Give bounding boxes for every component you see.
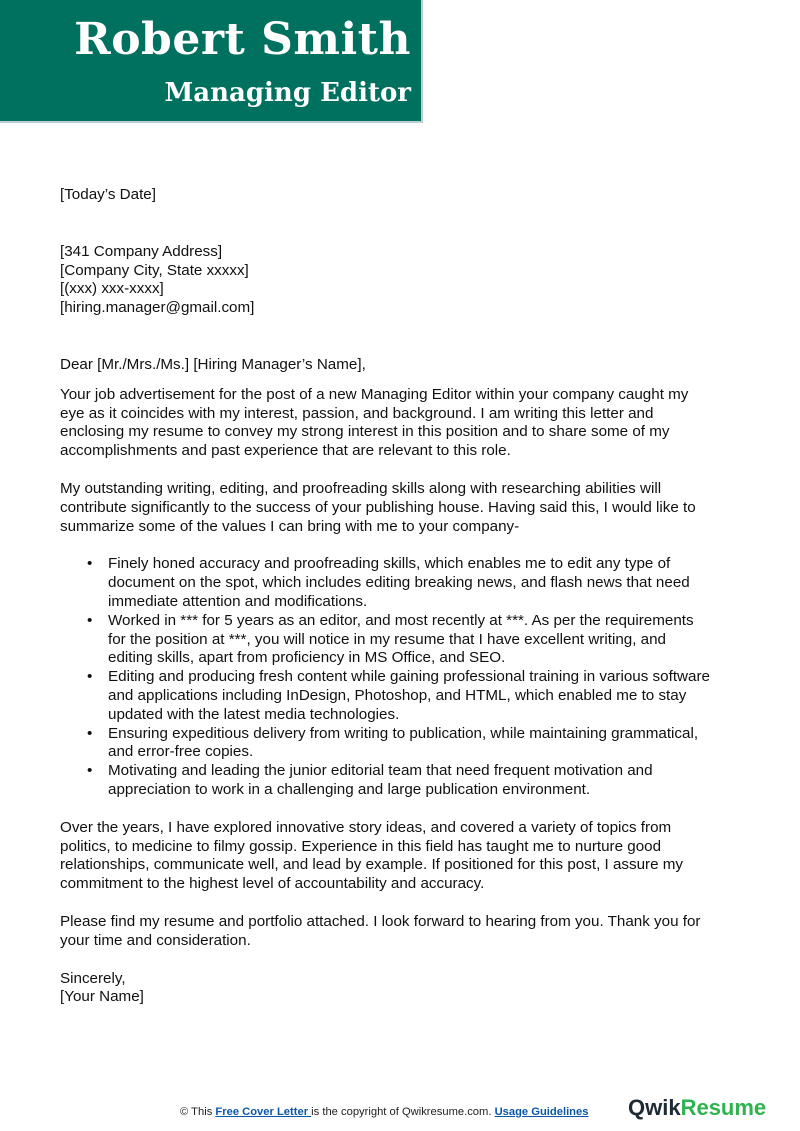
bullet-item bbox=[60, 762, 760, 800]
footer-prefix: © This bbox=[180, 1106, 216, 1118]
paragraph-experience bbox=[60, 819, 760, 894]
salutation-text: Dear [Mr./Mrs./Ms.] [Hiring Manager’s Name], bbox=[60, 355, 366, 373]
applicant-title: Managing Editor bbox=[164, 78, 411, 108]
bullet-icon: • bbox=[87, 611, 93, 629]
text-line: Motivating and leading the junior editorial team that need frequent motivation and bbox=[108, 762, 653, 780]
copyright-footer bbox=[180, 1106, 588, 1118]
qwikresume-logo[interactable] bbox=[628, 1095, 766, 1121]
text-line: updated with the latest media technologies. bbox=[108, 705, 400, 723]
text-line: Ensuring expeditious delivery from writing to publication, while maintaining grammatical, bbox=[108, 724, 699, 742]
text-line: and applications including InDesign, Photoshop, and HTML, which enabled me to stay bbox=[108, 686, 687, 704]
text-line: and error-free copies. bbox=[108, 743, 254, 761]
bullet-icon: • bbox=[87, 724, 93, 742]
bullet-item bbox=[60, 668, 760, 724]
text-line: summarize some of the values I can bring with me to your company- bbox=[60, 517, 520, 535]
text-line: relationships, communicate well, and lead by example. If positioned for this post, I assure my bbox=[60, 856, 683, 874]
paragraph-closing bbox=[60, 913, 760, 951]
address-email: [hiring.manager@gmail.com] bbox=[60, 299, 255, 317]
applicant-name: Robert Smith bbox=[74, 14, 411, 65]
bullet-item bbox=[60, 725, 760, 763]
address-line: [(xxx) xxx-xxxx] bbox=[60, 280, 164, 298]
text-line: contribute significantly to the success of your publishing house. Having said this, I would like to bbox=[60, 498, 696, 516]
text-line: politics, to medicine to filmy gossip. Experience in this field has taught me to nurture good bbox=[60, 837, 662, 855]
text-line: Worked in *** for 5 years as an editor, and most recently at ***. As per the requirements bbox=[108, 611, 694, 629]
text-line: editing skills, apart from proficiency in MS Office, and SEO. bbox=[108, 649, 506, 667]
header-banner bbox=[0, 0, 423, 123]
bullet-item bbox=[60, 612, 760, 668]
paragraph-intro bbox=[60, 386, 760, 461]
value-bullet-list bbox=[60, 555, 760, 799]
text-line: for the position at ***, you will notice in my resume that I have excellent writing, and bbox=[108, 630, 666, 648]
sign-off bbox=[60, 970, 760, 1008]
footer-middle: is the copyright of Qwikresume.com. bbox=[311, 1106, 495, 1118]
text-line: Finely honed accuracy and proofreading skills, which enables me to edit any type of bbox=[108, 555, 671, 573]
free-cover-letter-link[interactable]: Free Cover Letter bbox=[215, 1106, 312, 1118]
date-text: [Today’s Date] bbox=[60, 186, 156, 203]
closing-text: Sincerely, bbox=[60, 969, 126, 987]
address-line: [Company City, State xxxxx] bbox=[60, 261, 249, 279]
recipient-address bbox=[60, 243, 760, 318]
text-line: accomplishments and past experience that are relevant to this role. bbox=[60, 442, 511, 460]
signature-text: [Your Name] bbox=[60, 988, 144, 1006]
text-line: eye as it coincides with my interest, passion, and background. I am writing this letter and bbox=[60, 404, 654, 422]
text-line: Over the years, I have explored innovative story ideas, and covered a variety of topics from bbox=[60, 818, 672, 836]
text-line: Your job advertisement for the post of a new Managing Editor within your company caught my bbox=[60, 385, 689, 403]
salutation bbox=[60, 356, 760, 375]
text-line: your time and consideration. bbox=[60, 931, 251, 949]
bullet-item bbox=[60, 555, 760, 611]
logo-qwik: Qwik bbox=[628, 1095, 681, 1120]
text-line: commitment to the highest level of accountability and accuracy. bbox=[60, 875, 485, 893]
text-line: My outstanding writing, editing, and proofreading skills along with researching abilities will bbox=[60, 479, 662, 497]
bullet-icon: • bbox=[87, 762, 93, 780]
text-line: enclosing my resume to convey my strong interest in this position and to share some of my bbox=[60, 423, 670, 441]
text-line: Editing and producing fresh content while gaining professional training in various software bbox=[108, 668, 710, 686]
text-line: immediate attention and modifications. bbox=[108, 592, 368, 610]
usage-guidelines-link[interactable]: Usage Guidelines bbox=[494, 1106, 589, 1118]
bullet-icon: • bbox=[87, 668, 93, 686]
text-line: appreciation to work in a challenging and large publication environment. bbox=[108, 780, 591, 798]
bullet-icon: • bbox=[87, 555, 93, 573]
letter-date bbox=[60, 186, 760, 205]
text-line: Please find my resume and portfolio attached. I look forward to hearing from you. Thank you for bbox=[60, 912, 701, 930]
text-line: document on the spot, which includes editing breaking news, and flash news that need bbox=[108, 574, 690, 592]
paragraph-skills bbox=[60, 480, 760, 536]
address-line: [341 Company Address] bbox=[60, 242, 223, 260]
letter-body bbox=[60, 186, 760, 1007]
logo-resume: Resume bbox=[680, 1095, 767, 1120]
